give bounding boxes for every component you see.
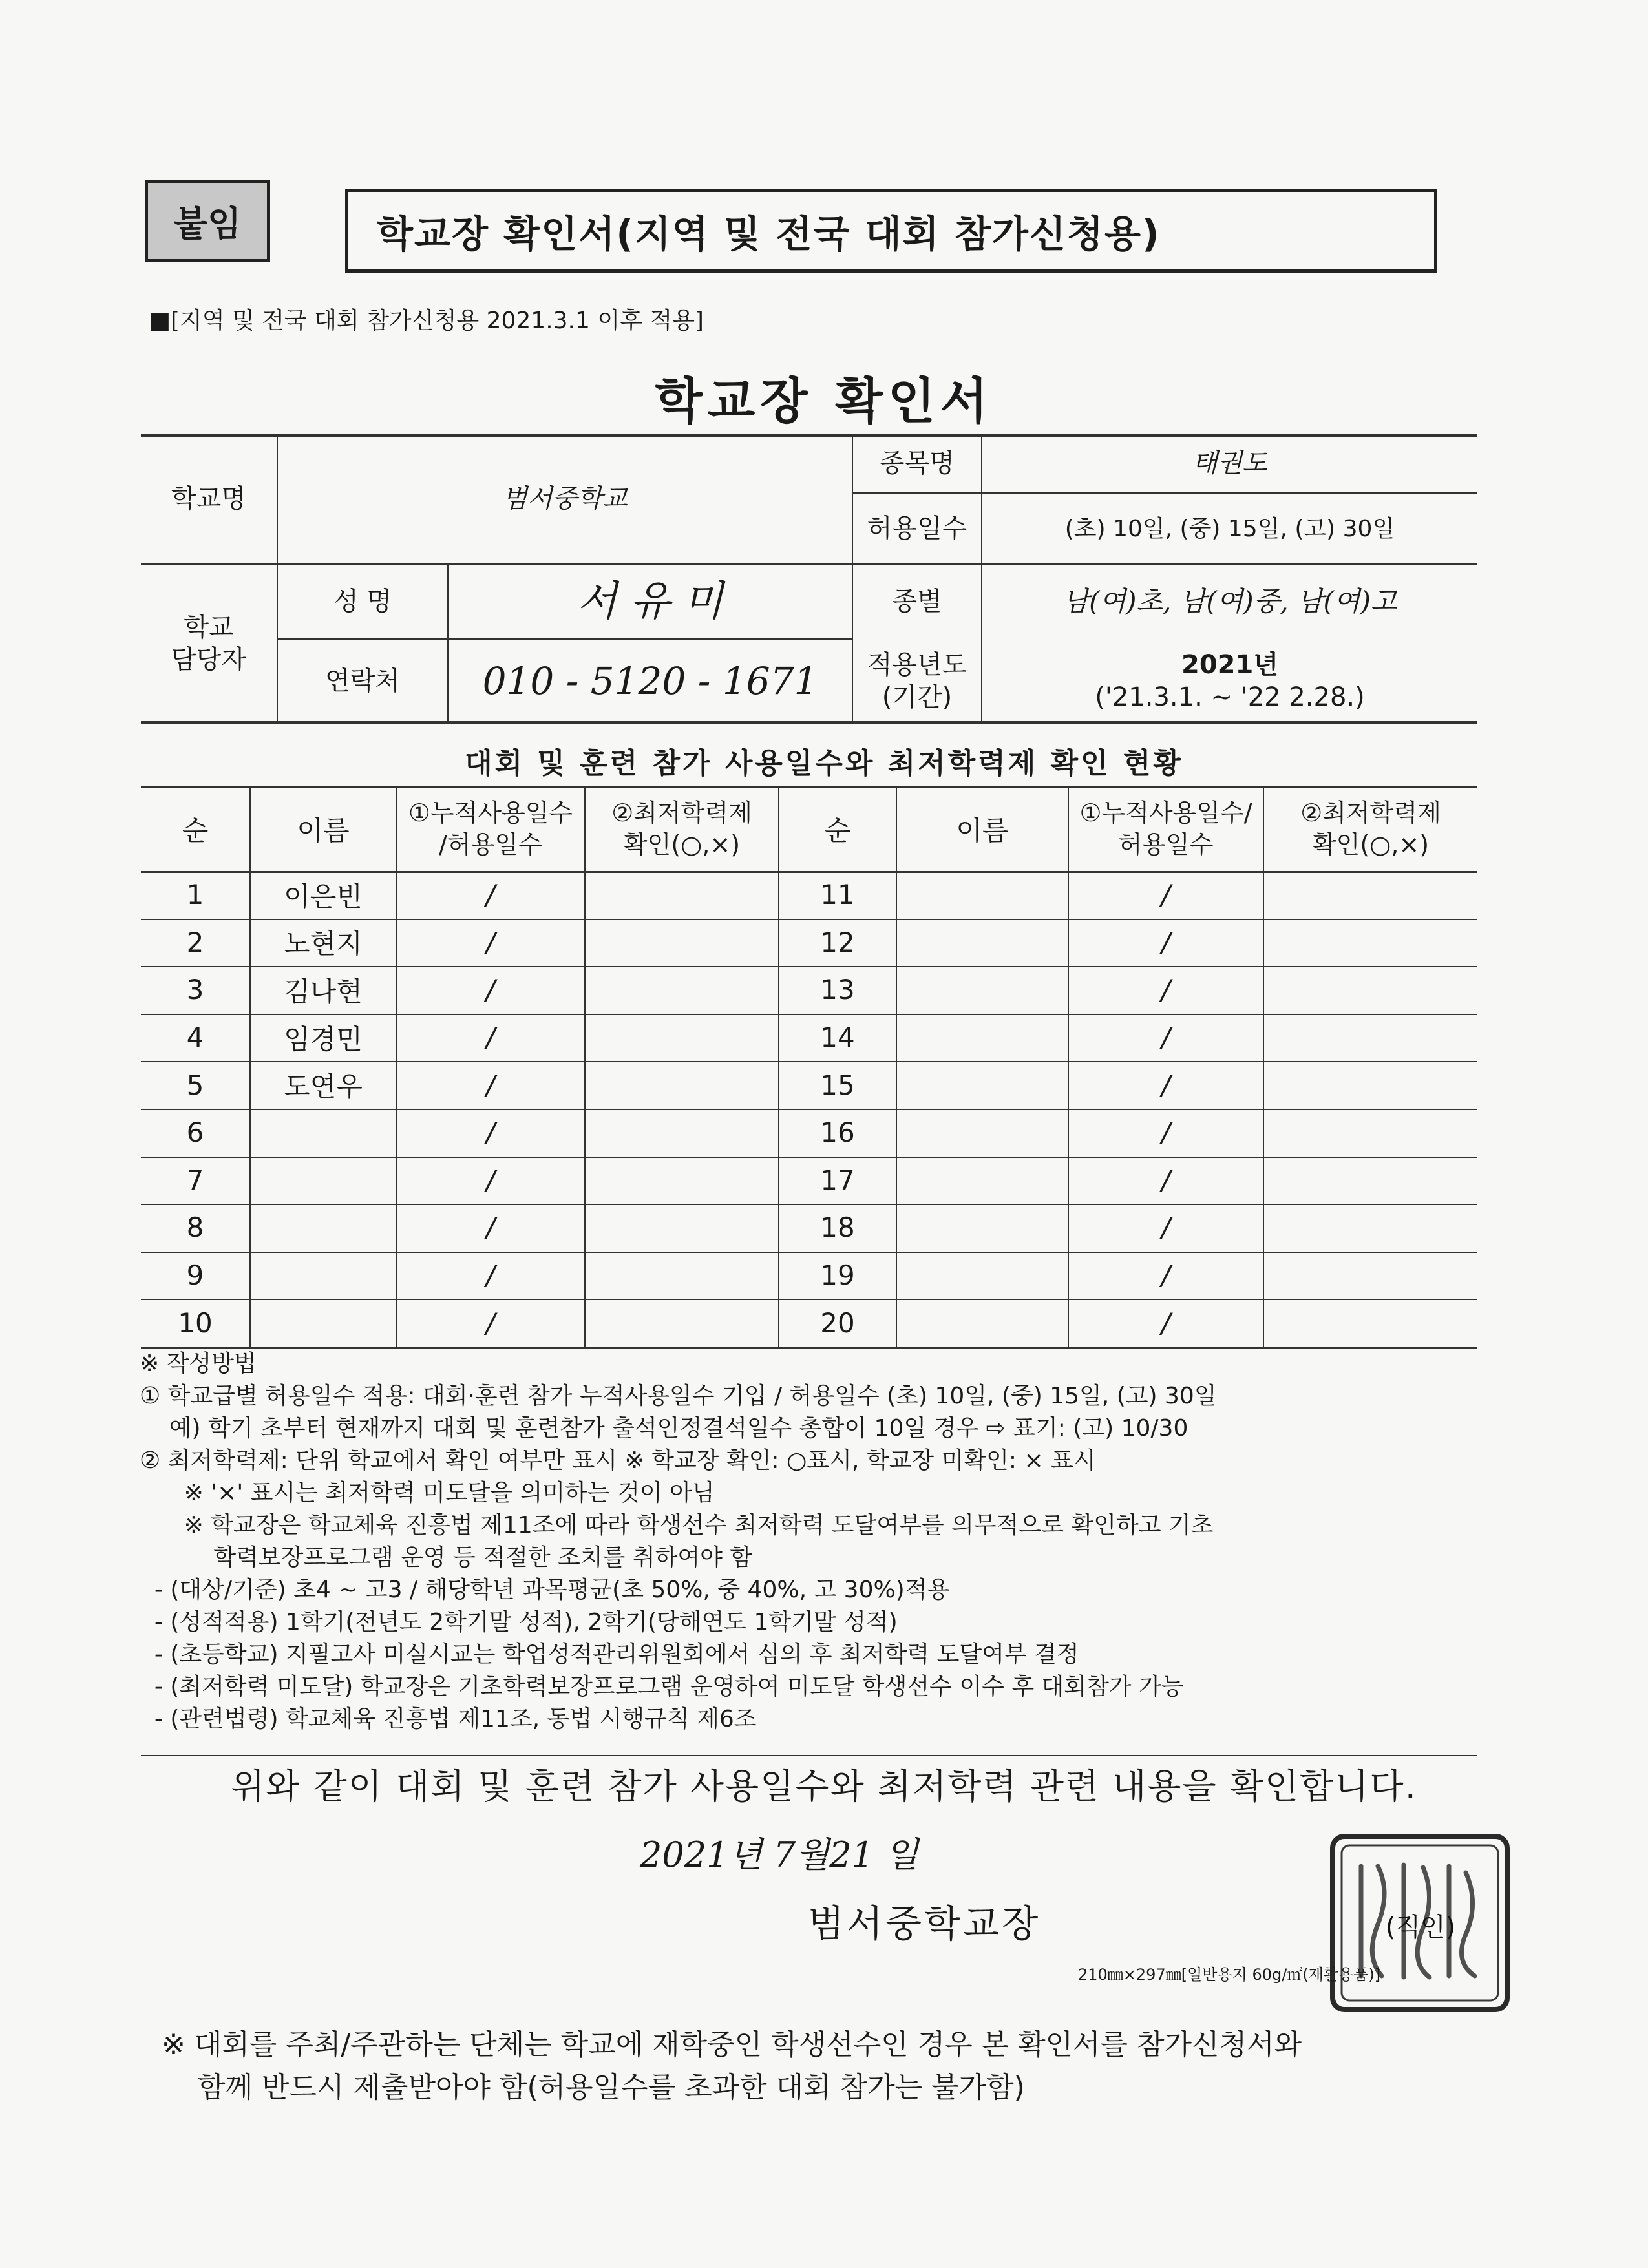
- roster-right-row-9-usage: /: [1161, 1259, 1171, 1292]
- roster-left-row-8-check: [586, 1204, 778, 1252]
- roster-right-row-1-no: 11: [820, 879, 855, 911]
- roster-left-row-8-name: [251, 1204, 396, 1252]
- guide-line-7: 학력보장프로그램 운영 등 적절한 조치를 취하여야 함: [140, 1544, 753, 1571]
- guide-line-2: ① 학교급별 허용일수 적용: 대회·훈련 참가 누적사용일수 기입 / 허용일수 (초) 10일, (중) 15일, (고) 30일: [140, 1383, 1217, 1409]
- roster-left-row-3-check: [586, 966, 778, 1014]
- name-value: 서 유 미: [576, 578, 724, 625]
- roster-header-check-line-2: 확인(○,×): [623, 830, 741, 859]
- roster-right-row-3-check: [1264, 966, 1477, 1014]
- guide-line-3: 예) 학기 초부터 현재까지 대회 및 훈련참가 출석인정결석일수 총합이 10일 경우 ⇨ 표기: (고) 10/30: [140, 1415, 1188, 1442]
- gender-value: 남(여)초, 남(여)중, 남(여)고: [1062, 585, 1397, 617]
- roster-left-row-9-name: [251, 1252, 396, 1299]
- principal-signature-line: 범서중학교장: [808, 1902, 1041, 1946]
- roster-right-row-3-usage: /: [1161, 974, 1171, 1006]
- roster-header-usage-line-1: ①누적사용일수: [408, 798, 573, 827]
- roster-right-row-10-check: [1264, 1299, 1477, 1347]
- manager-label: [141, 565, 277, 722]
- roster-right-row-1-usage: /: [1161, 879, 1171, 911]
- roster-left-row-5-check: [586, 1061, 778, 1109]
- roster-left-row-10-name: [251, 1299, 396, 1347]
- guide-line-12: - (관련법령) 학교체육 진흥법 제11조, 동법 시행규칙 제6조: [140, 1706, 757, 1732]
- roster-right-row-3-no: 13: [820, 974, 855, 1006]
- roster-left-row-1-no: 1: [186, 879, 204, 911]
- roster-left-row-1-check: [586, 871, 778, 919]
- roster-right-row-5-usage: /: [1161, 1069, 1171, 1101]
- guide-line-10: - (초등학교) 지필고사 미실시교는 학업성적관리위원회에서 심의 후 최저학력 도달여부 결정: [140, 1641, 1079, 1668]
- roster-header-check-right: [1264, 787, 1477, 871]
- submission-note-line-1: ※ 대회를 주최/주관하는 단체는 학교에 재학중인 학생선수인 경우 본 확인서를 참가신청서와: [162, 2028, 1302, 2061]
- roster-right-row-10-no: 20: [820, 1307, 855, 1339]
- roster-left-row-6-name: [251, 1109, 396, 1157]
- name-label: 성 명: [333, 587, 392, 616]
- year-label-line-1: 적용년도: [867, 650, 967, 680]
- roster-left-row-3-no: 3: [186, 974, 204, 1006]
- roster-right-row-6-usage: /: [1161, 1117, 1171, 1149]
- roster-right-row-2-no: 12: [820, 926, 855, 958]
- roster-left-row-4-usage: /: [485, 1022, 496, 1054]
- guide-line-6: ※ 학교장은 학교체육 진흥법 제11조에 따라 학생선수 최저학력 도달여부를 의무적으로 확인하고 기초: [140, 1512, 1214, 1538]
- roster-header-check-right-line-2: 확인(○,×): [1312, 830, 1430, 859]
- document-heading: 학교장 확인서(지역 및 전국 대회 참가신청용): [345, 189, 1437, 273]
- roster-left-row-1-usage: /: [485, 879, 496, 911]
- roster-right-row-2-check: [1264, 919, 1477, 967]
- roster-header-usage-line-2: /허용일수: [439, 830, 542, 859]
- roster-header-no-right: 순: [824, 815, 851, 846]
- roster-right-row-9-no: 19: [820, 1259, 855, 1292]
- roster-left-row-5-name: 도연우: [284, 1071, 363, 1103]
- roster-left-row-9-no: 9: [186, 1259, 204, 1292]
- roster-right-row-5-check: [1264, 1061, 1477, 1109]
- roster-left-row-2-check: [586, 919, 778, 967]
- roster-right-row-2-usage: /: [1161, 926, 1171, 958]
- year-value-line-2: ('21.3.1. ~ '22 2.28.): [1095, 682, 1365, 712]
- sport-label: 종목명: [880, 448, 955, 478]
- roster-right-row-8-check: [1264, 1204, 1477, 1252]
- roster-left-row-6-usage: /: [485, 1117, 496, 1149]
- roster-right-row-5-no: 15: [820, 1069, 855, 1101]
- roster-right-row-4-usage: /: [1161, 1022, 1171, 1054]
- roster-left-row-2-no: 2: [186, 926, 204, 958]
- roster-header-check-line-1: ②최저학력제: [611, 798, 752, 827]
- sport-value: 태권도: [1192, 448, 1267, 478]
- roster-left-row-10-usage: /: [485, 1307, 496, 1339]
- roster-left-row-9-usage: /: [485, 1259, 496, 1292]
- roster-header-usage: [397, 787, 584, 871]
- applies-note: ■[지역 및 전국 대회 참가신청용 2021.3.1 이후 적용]: [149, 308, 704, 334]
- attachment-tag: 붙임: [145, 180, 270, 262]
- contact-value: 010 - 5120 - 1671: [482, 658, 818, 703]
- roster-header-name: 이름: [297, 815, 350, 846]
- roster-left-row-5-no: 5: [186, 1069, 204, 1101]
- roster-left-row-3-name: 김나현: [284, 975, 363, 1007]
- roster-left-row-4-check: [586, 1014, 778, 1062]
- school-label: 학교명: [171, 484, 246, 514]
- roster-right-row-1-check: [1264, 871, 1477, 919]
- seal-label: (직인): [1385, 1913, 1456, 1942]
- allowed-days-value: (초) 10일, (중) 15일, (고) 30일: [1064, 515, 1395, 542]
- page-title: 학교장 확인서: [655, 372, 993, 430]
- roster-header-check: [586, 787, 778, 871]
- roster-right-row-3-name: [897, 966, 1068, 1014]
- roster-right-row-1-name: [897, 871, 1068, 919]
- roster-right-row-2-name: [897, 919, 1068, 967]
- roster-left-row-6-check: [586, 1109, 778, 1157]
- roster-left-row-10-no: 10: [178, 1307, 213, 1339]
- roster-left-row-8-no: 8: [186, 1212, 204, 1244]
- guide-line-8: - (대상/기준) 초4 ~ 고3 / 해당학년 과목평균(초 50%, 중 40%, 고 30%)적용: [140, 1577, 950, 1603]
- roster-right-row-9-name: [897, 1252, 1068, 1299]
- roster-right-row-7-check: [1264, 1157, 1477, 1204]
- submission-note-line-2: 함께 반드시 제출받아야 함(허용일수를 초과한 대회 참가는 불가함): [162, 2071, 1025, 2104]
- roster-left-row-2-name: 노현지: [284, 928, 363, 960]
- roster-left-row-6-no: 6: [186, 1117, 204, 1149]
- roster-right-row-6-check: [1264, 1109, 1477, 1157]
- roster-right-row-7-no: 17: [820, 1164, 855, 1196]
- roster-left-row-8-usage: /: [485, 1212, 496, 1244]
- roster-header-usage-right-line-2: 허용일수: [1118, 830, 1214, 859]
- roster-left-row-2-usage: /: [485, 926, 496, 958]
- manager-label-line-2: 담당자: [171, 645, 246, 675]
- guide-line-9: - (성적적용) 1학기(전년도 2학기말 성적), 2학기(당해연도 1학기말 성적): [140, 1609, 898, 1635]
- roster-right-row-10-name: [897, 1299, 1068, 1347]
- roster-right-row-4-name: [897, 1014, 1068, 1062]
- roster-header-no: 순: [182, 815, 209, 846]
- year-label-line-2: (기간): [882, 682, 953, 712]
- official-seal-stamp: [1326, 1827, 1515, 2016]
- paper-spec: 210㎜×297㎜[일반용지 60g/㎡(재활용품)]: [1078, 1966, 1381, 1984]
- roster-right-row-8-usage: /: [1161, 1212, 1171, 1244]
- manager-label-line-1: 학교: [184, 613, 234, 642]
- year-value: [982, 640, 1477, 722]
- guide-line-11: - (최저학력 미도달) 학교장은 기초학력보장프로그램 운영하여 미도달 학생선수 이수 후 대회참가 가능: [140, 1674, 1184, 1700]
- roster-header-usage-right: [1069, 787, 1263, 871]
- roster-left-row-7-check: [586, 1157, 778, 1204]
- guide-line-1: ※ 작성방법: [140, 1350, 257, 1377]
- writing-guide: [140, 1348, 1471, 1736]
- school-value: 범서중학교: [502, 484, 628, 514]
- roster-right-row-4-no: 14: [820, 1022, 855, 1054]
- year-label: [853, 640, 981, 722]
- roster-left-row-7-usage: /: [485, 1164, 496, 1196]
- roster-right-row-4-check: [1264, 1014, 1477, 1062]
- confirmation-statement: 위와 같이 대회 및 훈련 참가 사용일수와 최저학력 관련 내용을 확인합니다.: [231, 1766, 1417, 1807]
- roster-header-check-right-line-1: ②최저학력제: [1300, 798, 1441, 827]
- roster-left-row-4-name: 임경민: [284, 1023, 363, 1055]
- contact-label: 연락처: [325, 666, 400, 696]
- guide-line-4: ② 최저학력제: 단위 학교에서 확인 여부만 표시 ※ 학교장 확인: ○표시, 학교장 미확인: × 표시: [140, 1447, 1096, 1474]
- submission-note: [162, 2024, 1486, 2109]
- roster-right-row-10-usage: /: [1161, 1307, 1171, 1339]
- roster-right-row-6-name: [897, 1109, 1068, 1157]
- roster-left-row-4-no: 4: [186, 1022, 204, 1054]
- roster-right-row-7-usage: /: [1161, 1164, 1171, 1196]
- progress-title: 대회 및 훈련 참가 사용일수와 최저학력제 확인 현황: [465, 747, 1183, 780]
- roster-right-row-5-name: [897, 1061, 1068, 1109]
- guide-line-5: ※ '×' 표시는 최저학력 미도달을 의미하는 것이 아님: [140, 1480, 715, 1506]
- roster-left-row-9-check: [586, 1252, 778, 1299]
- roster-header-usage-right-line-1: ①누적사용일수/: [1079, 798, 1252, 827]
- roster-right-row-7-name: [897, 1157, 1068, 1204]
- roster-left-row-5-usage: /: [485, 1069, 496, 1101]
- roster-left-row-1-name: 이은빈: [284, 880, 363, 912]
- roster-left-row-7-no: 7: [186, 1164, 204, 1196]
- roster-left-row-3-usage: /: [485, 974, 496, 1006]
- sign-date: 2021년 7월21 일: [640, 1834, 919, 1875]
- roster-right-row-8-no: 18: [820, 1212, 855, 1244]
- year-value-line-1: 2021년: [1181, 650, 1278, 680]
- roster-left-row-10-check: [586, 1299, 778, 1347]
- gender-label: 종별: [892, 587, 942, 616]
- allowed-days-label: 허용일수: [867, 514, 967, 543]
- roster-right-row-8-name: [897, 1204, 1068, 1252]
- roster-left-row-7-name: [251, 1157, 396, 1204]
- roster-header-name-right: 이름: [956, 815, 1009, 846]
- roster-right-row-6-no: 16: [820, 1117, 855, 1149]
- roster-right-row-9-check: [1264, 1252, 1477, 1299]
